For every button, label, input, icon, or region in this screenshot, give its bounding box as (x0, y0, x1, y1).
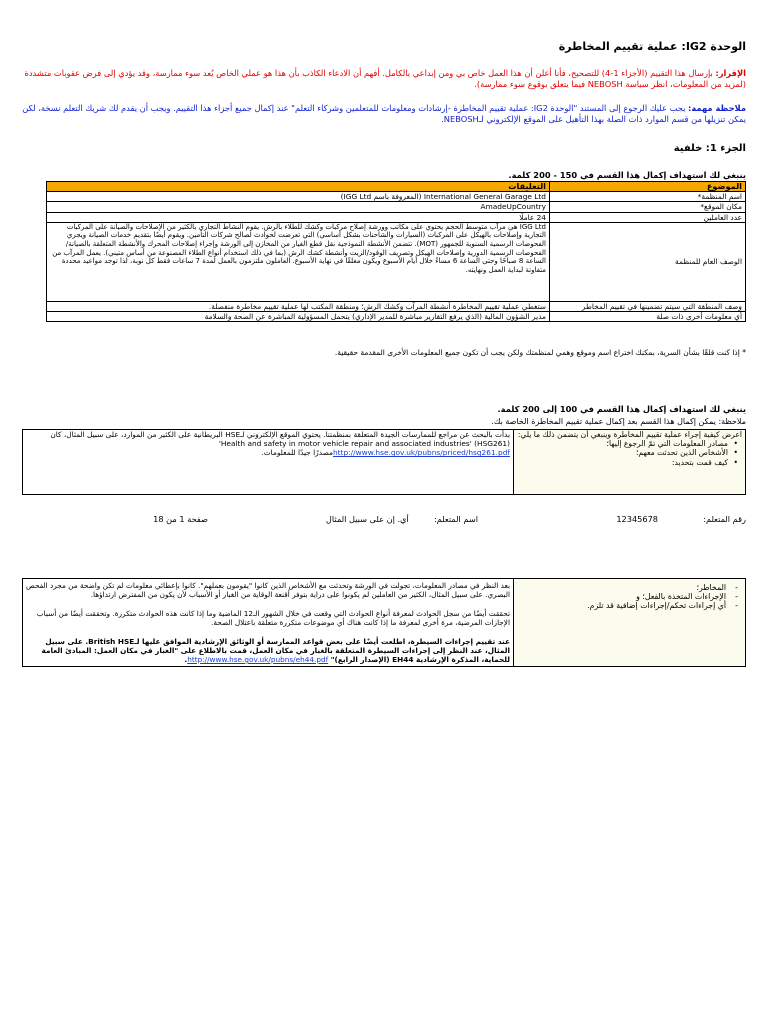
method-question-cell (514, 430, 746, 495)
list-item: - المخاطر؛ (517, 583, 726, 592)
list-item: - أي إجراءات تحكم/إجراءات إضافية قد تلزم. (517, 601, 726, 610)
part1-target: ينبغي لك استهداف إكمال هذا القسم في 150 - 200 كلمة. (508, 170, 746, 180)
background-table (46, 181, 746, 322)
learner-name-label: اسم المتعلم: (433, 514, 478, 524)
other-info-value: مدير الشؤون المالية (الذي يرفع التقارير مباشرة للمدير الإداري) يتحمل المسؤولية المباشرة عن الصحة والسلامة (47, 312, 550, 322)
scope-label: وصف المنطقة التي سيتم تضمينها في تقييم المخاطر (550, 301, 746, 311)
important-note-text: يجب عليك الرجوع إلى المستند "الوحدة IG2: عملية تقييم المخاطرة -إرشادات ومعلومات للمتعلمين وشركاء التعلم" عند إكمال جميع أجزاء هذا التقييم. ويجب أن يقدم لك شريك التعلم نسخة، لكن يمكن تنزيلها من قسم الموارد ذات الصلة بهذا التأهيل على الموقع الإلكتروني لـNEBOSH. (22, 103, 746, 124)
workers-label: عدد العاملين (550, 212, 746, 222)
declaration-text: بإرسال هذا التقييم (الأجزاء 1-4) للتصحيح، فأنا أعلن أن هذا العمل خاص بي ومن إبداعي بالكامل. أفهم أن الادعاء الكاذب بأن هذا هو عملي الخاص يُعد سوء ممارسة، وقد يؤدي إلى فرض عقوبات متشددة (لمزيد من المعلومات، انظر سياسة NEBOSH فيما يتعلق بوقوع سوء ممارسة). (24, 68, 746, 89)
declaration-paragraph (22, 68, 746, 90)
learner-name-value: أي. إن على سبيل المثال (325, 514, 409, 524)
answer-text-1: بدأت بالبحث عن مراجع للممارسات الجيدة المتعلقة بمنظمتنا. يحتوي الموقع الإلكتروني لـHSE البريطانية على الكثير من الموارد، على سبيل المثال، كان (HSG261) (50, 430, 510, 449)
table-row (47, 202, 746, 212)
org-name-value: International General Garage Ltd (المعروفة باسم IGG Ltd) (47, 192, 550, 202)
declaration-label: الإقرار: (715, 68, 746, 78)
hazards-answer-p1: بعد النظر في مصادر المعلومات، تجولت في الورشة وتحدثت مع الأشخاص الذين كانوا "يقومون بعملهم". كانوا بإعطائي معلومات لم تكن واضحة من مجرد الفحص البصري. على سبيل المثال، الكثير من العاملين لم يكونوا على دراية بتوفر أقنعة الوقاية من الغبار أو الأسباب لأن يكون من المفترض ارتداؤها. (26, 581, 510, 599)
part1-footnote: * إذا كنت قلقًا بشأن السرية، بمكنك اختراع اسم وموقع وهمي لمنظمتك ولكن يجب أن تكون جميع المعلومات الأخرى المقدمة حقيقية. (334, 348, 746, 357)
part2-note: ملاحظة: يمكن إكمال هذا القسم بعد إكمال عملية تقييم المخاطرة الخاصة بك. (491, 417, 746, 426)
general-desc-label: الوصف العام للمنظمة (550, 222, 746, 301)
table-row (47, 301, 746, 311)
important-note-label: ملاحظة مهمة: (688, 103, 746, 113)
hazards-table (22, 578, 746, 667)
table-row (23, 579, 746, 667)
hazards-answer-cell (23, 579, 514, 667)
site-value: AmadeUpCountry (47, 202, 550, 212)
part2-target: ينبغي لك استهداف إكمال هذا القسم في 100 إلى 200 كلمة. (497, 404, 746, 414)
answer-text-2: مصدرًا جيدًا للمعلومات. (261, 448, 333, 458)
method-question-intro: اعرض كيفية إجراء عملية تقييم المخاطرة وينبغي أن يتضمن ذلك ما يلي: (517, 430, 742, 439)
learner-number (616, 514, 746, 524)
table-row (23, 430, 746, 495)
page-title: الوحدة IG2: عملية تقييم المخاطرة (558, 40, 746, 53)
important-note-paragraph (22, 103, 746, 125)
hazards-answer-p3: عند تقييم إجراءات السيطرة، اطلعت أيضًا على بعض قواعد الممارسة أو الوثائق الإرشادية الموافق عليها لـBritish HSE. على سبيل المثال، عند النظر إلى إجراءات السيطرة المتعلقة بالغبار في مكان العمل، قمت بالاطلاع على "الغبار في مكان العمل: المبادئ العامة للحماية، المذكرة الإرشادية EH44 (الإصدار الرابع)" http://www.hse.gov.uk/pubns/eh44.pdf. (41, 637, 510, 664)
learner-number-label: رقم المتعلم: (703, 514, 746, 524)
hazards-answer-p3-text: عند تقييم إجراءات السيطرة، اطلعت أيضًا على بعض قواعد الممارسة أو الوثائق الإرشادية الموافق عليها لـBritish HSE. على سبيل المثال، عند النظر إلى إجراءات السيطرة المتعلقة بالغبار في مكان العمل، قمت بالاطلاع على "الغبار في مكان العمل: المبادئ العامة للحماية، المذكرة الإرشادية EH44 (الإصدار الرابع)" (41, 637, 510, 664)
table-row (47, 192, 746, 202)
learner-number-value: 12345678 (616, 514, 659, 524)
part1-heading: الجزء 1: خلفية (673, 143, 746, 154)
general-desc-value: IGG Ltd هي مرآب متوسط الحجم يحتوي على مكاتب وورشة إصلاح مركبات وكشك للطلاء بالرش. يقوم النشاط التجاري بالكثير من الإصلاحات والصيانة على المركبات التجارية وإصلاحات بالهيكل على المركبات (السيارات والشاحنات بشكل أساسي) التي تعرضت لحوادث لصالح شركات التأمين. ويقوم أيضًا بتقديم خدمات الصيانة ويجري الفحوصات الرسمية السنوية للجمهور (MOT). تتضمن الأنشطة النموذجية نقل قطع الغيار من المخازن إلى الورشة وإجراء إصلاحات المحرك والأنشطة المتعلقة بالصيانة/الفحوصات الرسمية الدورية وإصلاحات الهيكل وتصريف الوقود/الزيت وأنشطة كشك الرش (بما في ذلك استخدام أنواع الطلاء المصنوعة من أساس متيني). يعمل المرآب من الساعة 8 صباحًا وحتى الساعة 6 مساءً خلال أيام الأسبوع ويكون مغلقًا في نهاية الأسبوع. العاملون ملتزمون بالعمل لمدة 7 ساعات فقط كل نوبة، لذا توجد مواعيد محددة متفاوتة لبداية العمل ونهايته. (47, 222, 550, 301)
list-item: • كيف قمت بتحديد: (517, 458, 728, 467)
other-info-label: أي معلومات أخرى ذات صلة (550, 312, 746, 322)
col-topic-header: الموضوع (550, 182, 746, 192)
method-bullet-list (517, 439, 742, 467)
table-row (47, 222, 746, 301)
eh44-link[interactable]: http://www.hse.gov.uk/pubns/eh44.pdf (187, 655, 329, 664)
list-item: • مصادر المعلومات التي تمّ الرجوع إليها؛ (517, 439, 728, 448)
table-row (47, 312, 746, 322)
hazards-answer-p2: تحققت أيضًا من سجل الحوادث لمعرفة أنواع الحوادث التي وقعت في خلال الشهور الـ12 الماضية وما إذا كانت هذه الحوادث متكررة. وتحققت أيضًا من أسباب الإجازات المرضية، مرة أخرى لمعرفة ما إذا كانت هناك أي موضوعات متكررة متعلقة باعتلال الصحة. (36, 609, 510, 627)
method-table (22, 429, 746, 495)
hazards-dash-list (517, 583, 742, 611)
workers-value: 24 عاملًا (47, 212, 550, 222)
method-answer-cell (23, 430, 514, 495)
answer-quote: 'Health and safety in motor vehicle repair and associated industries' (218, 439, 472, 449)
hazards-question-cell (514, 579, 746, 667)
list-item: - الإجراءات المتخذة بالفعل؛ و (517, 592, 726, 601)
hsg261-link[interactable]: http://www.hse.gov.uk/pubns/priced/hsg261.pdf (332, 448, 510, 458)
page-number: صفحة 1 من 18 (153, 514, 208, 524)
list-item: • الأشخاص الذين تحدثت معهم؛ (517, 448, 728, 457)
site-label: مكان الموقع* (550, 202, 746, 212)
col-comments-header: التعليقات (47, 182, 550, 192)
scope-value: ستغطي عملية تقييم المخاطرة أنشطة المرآب وكشك الرش؛ ومنطقة المكتب لها عملية تقييم مخاطرة منفصلة. (47, 301, 550, 311)
table-row (47, 212, 746, 222)
learner-name (326, 514, 478, 524)
org-name-label: اسم المنظمة* (550, 192, 746, 202)
